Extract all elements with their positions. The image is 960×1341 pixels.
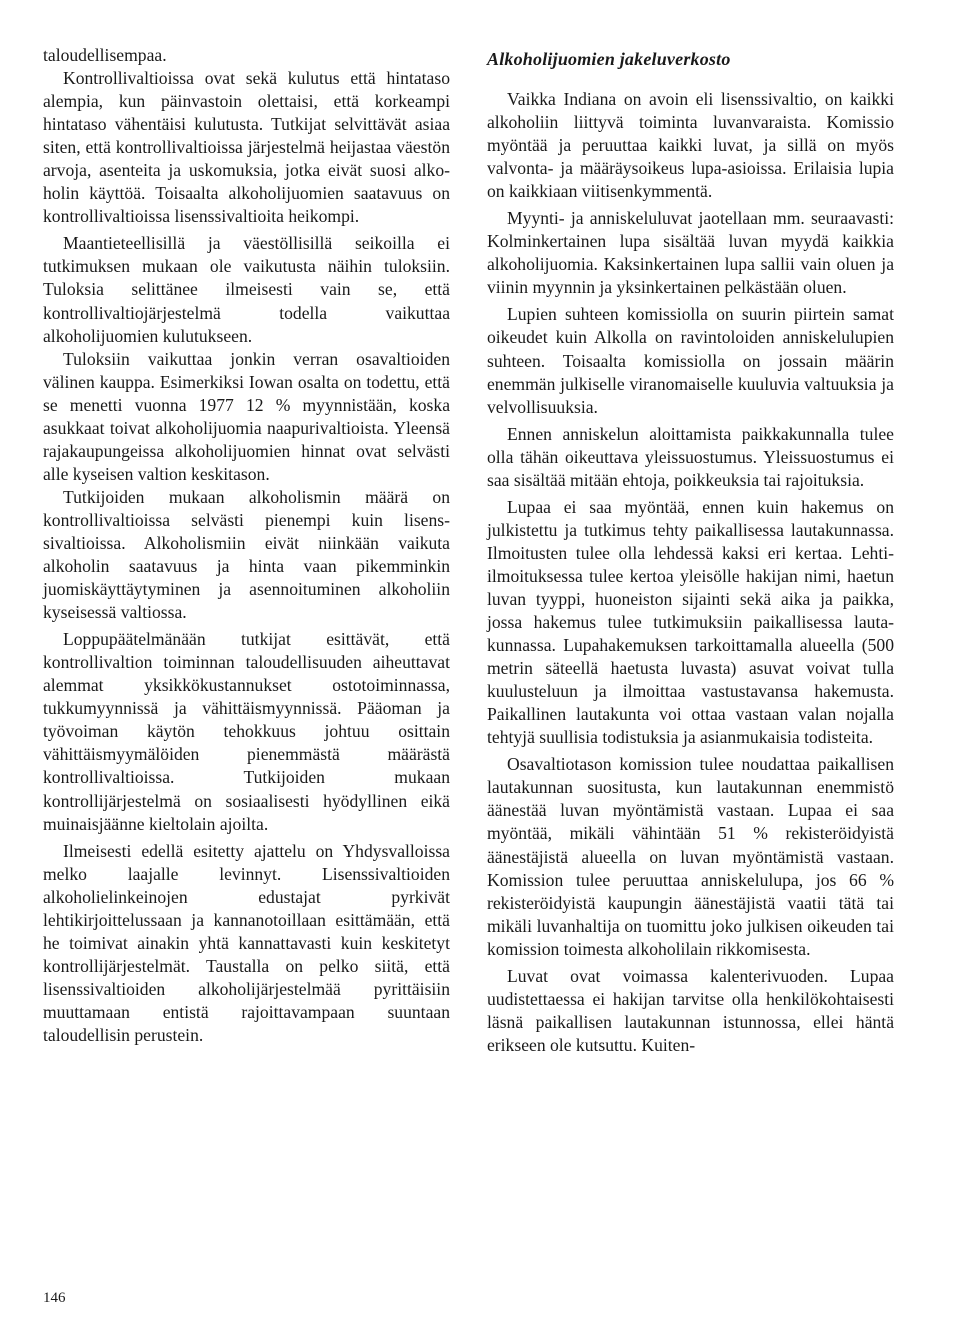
paragraph: Vaikka Indiana on avoin eli lisenssivaltio, on kaikki alkoholiin liittyvä toiminta luvanvaraista. Komissio myöntää ja peruuttaa kaikki luvat, ja sillä on myös valvonta- ja määräysoikeus lupa-asioissa. Erilaisia lupia on kaikkiaan viitisenkymmentä. xyxy=(487,89,894,202)
paragraph: Myynti- ja anniskeluluvat jaotellaan mm. seuraavasti: Kolminkertainen lupa sisältää luvan myydä kaikkia alkoholijuomia. Kaksinkertainen lupa sallii vain oluen ja viinin myynnin ja yksinkertainen pelkästään oluen. xyxy=(487,208,894,298)
paragraph: Osavaltiotason komission tulee noudattaa paikallisen lautakunnan suositusta, kun lautakunnan enemmistö äänestää luvan myöntämistä vastaan. Lupaa ei saa myöntää, mikäli vähintään 51 % rekisteröidyistä äänestäjistä alueella on luvan myöntämistä vastaan. Komission tulee peruuttaa anniskelulupa, jos 66 % rekisteröidyistä kaupungin äänestäjistä vaatii tätä tai mikäli luvanhaltija on tuomittu joko julkisen oikeuden tai komission toimesta alkoholilain rikkomisesta. xyxy=(487,754,894,959)
page-number: 146 xyxy=(43,1290,66,1306)
paragraph: Lupaa ei saa myöntää, ennen kuin hakemus on julkistettu ja tutkimus tehty paikallisessa lautakunnassa. Ilmoitusten tulee olla lehdessä kaksi eri kertaa. Lehti-ilmoituksessa tulee kertoa yleisölle hakijan nimi, haetun luvan tyyppi, huoneiston sijainti sekä aika ja paikka, jossa hakemus tulee tutkimuksiin paikallisessa lautakunnassa. Lupahakemuksen tarkoittamalla alueella (500 metrin säteellä haetusta luvasta) asuvat voivat tulla kuulusteluun ja ilmoittaa vastustavansa hakemusta. Paikallinen lautakunta voi ottaa vastaan valan nojalla tehtyjä suullisia todistuksia ja asianmukaisia todisteita. xyxy=(487,496,894,748)
left-column xyxy=(43,44,450,1047)
paragraph: Loppupäätelmänään tutkijat esittävät, että kontrollivaltion toiminnan taloudellisuuden aiheuttavat alemmat yksikkökustannukset ostotoiminnassa, tukkumyynnissä ja vähittäismyynnissä. Pääoman ja työvoiman käytön tehokkuus johtuu osittain vähittäismyymälöiden pienemmästä määrästä kontrollivaltioissa. Tutkijoiden mukaan kontrollijärjestelmä on sosiaalisesti hyödyllinen eikä muinaisjäänne kieltolain ajoilta. xyxy=(43,629,450,834)
paragraph: Tuloksiin vaikuttaa jonkin verran osavaltioiden välinen kauppa. Esimerkiksi Iowan osalta on todettu, että se menetti vuonna 1977 12 % myynnistään, koska asukkaat toivat alkoholijuomia naapurivaltioista. Yleensä rajakaupungeissa alkoholijuomien hinnat ovat selvästi alle kyseisen valtion keskitason. xyxy=(43,348,450,484)
paragraph: Ennen anniskelun aloittamista paikkakunnalla tulee olla tähän oikeuttava yleissuostumus. Yleissuostumus ei saa sisältää mitään ehtoja, poikkeuksia tai rajoituksia. xyxy=(487,423,894,490)
paragraph: Tutkijoiden mukaan alkoholismin määrä on kontrollivaltioissa selvästi pienempi kuin lisenssivaltioissa. Alkoholismiin eivät niinkään vaikuta alkoholin saatavuus ja hinta vaan pikemminkin juomiskäyttäytyminen ja asennoituminen alkoholiin kyseisessä valtiossa. xyxy=(43,486,450,623)
section-heading: Alkoholijuomien jakeluverkosto xyxy=(487,49,731,69)
right-column xyxy=(487,48,894,1057)
paragraph: Kontrollivaltioissa ovat sekä kulutus että hintataso alempia, kun päinvastoin olettaisi, että korkeampi hintataso vähentäisi kulutusta. Tutkijat selvittävät asiaa siten, että kontrollivaltioissa järjestelmä heijastaa väestön arvoja, asenteita ja uskomuksia, jotka eivät suosi alkoholin käyttöä. Toisaalta alkoholijuomien saatavuus on kontrollivaltioissa lisenssivaltioita heikompi. xyxy=(43,68,450,227)
paragraph: taloudellisempaa. xyxy=(43,45,167,65)
paragraph: Lupien suhteen komissiolla on suurin piirtein samat oikeudet kuin Alkolla on ravintoloiden anniskelulupien suhteen. Toisaalta komissiolla on jossain määrin enemmän julkiselle viranomaiselle kuuluvia valtuuksia ja velvollisuuksia. xyxy=(487,304,894,417)
paragraph: Luvat ovat voimassa kalenterivuoden. Lupaa uudistettaessa ei hakijan tarvitse olla henkilökohtaisesti läsnä paikallisen lautakunnan istunnossa, ellei häntä erikseen ole kutsuttu. Kuiten- xyxy=(487,965,894,1055)
paragraph: Ilmeisesti edellä esitetty ajattelu on Yhdysvalloissa melko laajalle levinnyt. Lisenssivaltioiden alkoholielinkeinojen edustajat pyrkivät lehtikirjoittelussaan ja kannanotoillaan esittämään, että he toimivat ainakin yhtä kannattavasti kuin keskitetyt kontrollijärjestelmät. Taustalla on pelko siitä, että lisenssivaltioiden alkoholijärjestelmää pyrittäisiin muuttamaan entistä rajoittavampaan suuntaan taloudellisin perustein. xyxy=(43,840,450,1045)
paragraph: Maantieteellisillä ja väestöllisillä seikoilla ei tutkimuksen mukaan ole vaikutusta näihin tuloksiin. Tuloksia selittänee ilmeisesti vain se, että kontrollivaltiojärjestelmä todella vaikuttaa alkoholijuomien kulutukseen. xyxy=(43,233,450,346)
